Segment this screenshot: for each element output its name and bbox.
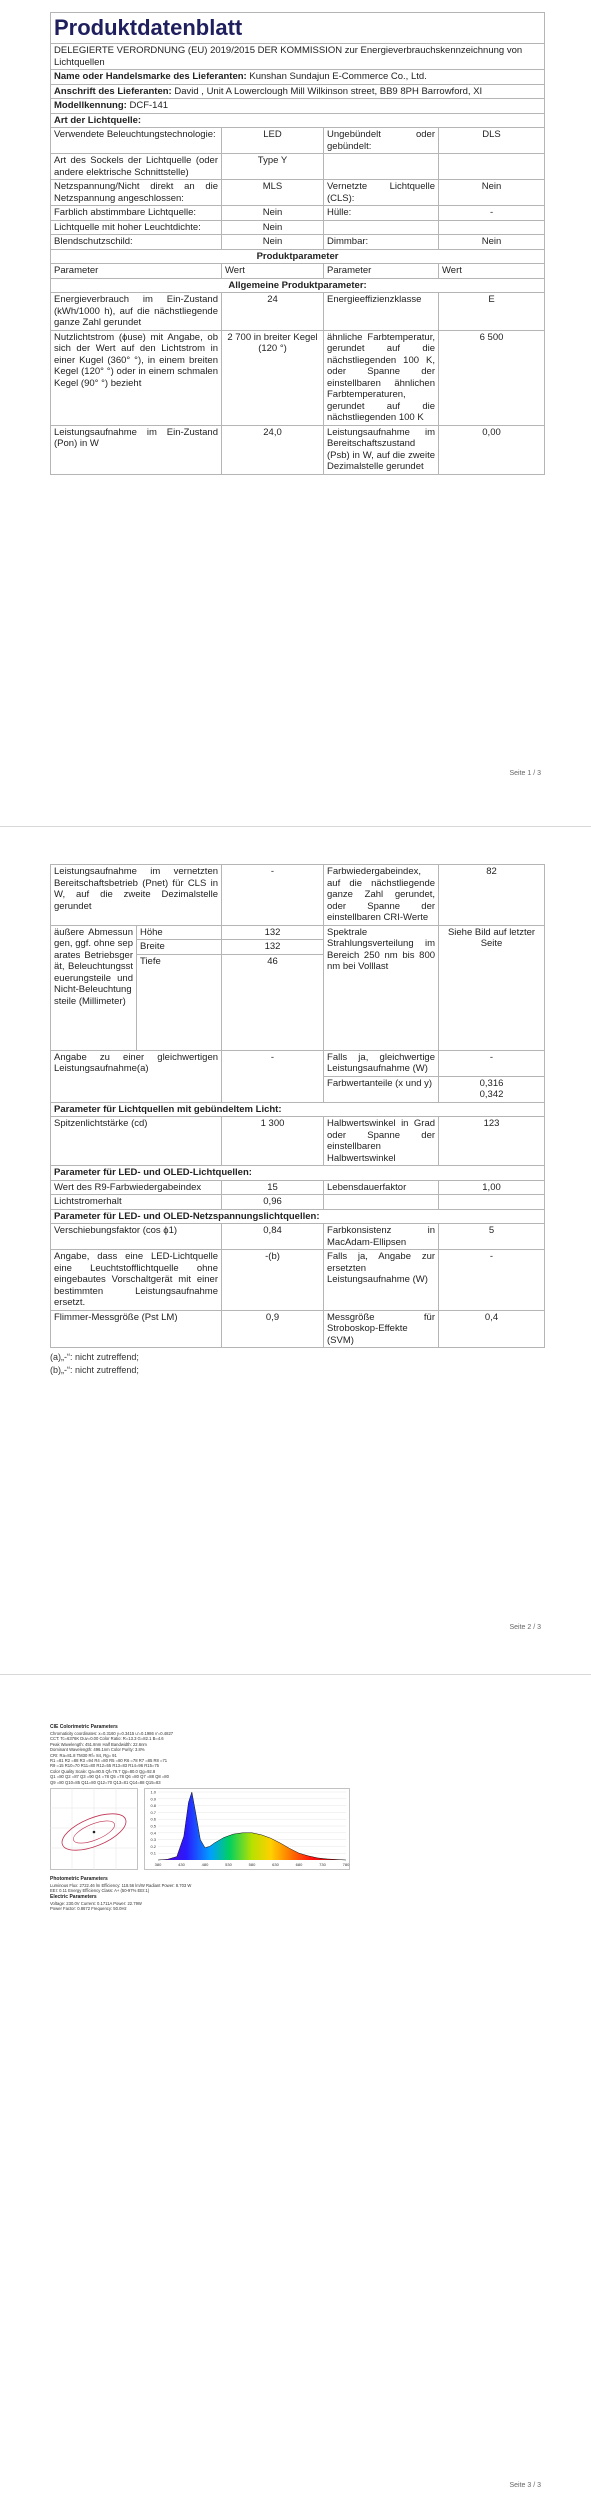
- x-tick-label: 780: [342, 1862, 350, 1868]
- datasheet-page-1: [50, 12, 544, 475]
- param-label: Leistungsaufnahme im vernetzten Bereitschaftsbetrieb (Pnet) für CLS in W, auf die zweite Dezimalstelle gerundet: [51, 865, 222, 926]
- param-label: Farblich abstimmbare Lichtquelle:: [51, 206, 222, 221]
- dimension-name: Breite: [137, 940, 222, 955]
- dimension-name: Höhe: [137, 925, 222, 940]
- x-tick-label: 530: [225, 1862, 232, 1868]
- chromaticity-y: 0,342: [479, 1089, 504, 1100]
- model-row: [51, 99, 545, 114]
- macadam-value: 5: [439, 1224, 545, 1250]
- footnote-a: (a)„-“: nicht zutreffend;: [50, 1352, 139, 1362]
- spectrum-y-ticks: [150, 1790, 156, 1856]
- table-row: [51, 1250, 545, 1311]
- retrofit-power-label: Falls ja, Angabe zur ersetzten Leistungsaufnahme (W): [324, 1250, 439, 1311]
- retrofit-power-value: -: [439, 1250, 545, 1311]
- param-label: [324, 220, 439, 235]
- dimension-value: 46: [222, 954, 324, 1050]
- ri-line: Q9 =80 Q10=85 Q11=80 Q12=70 Q13=81 Q14=88 Q15=83: [50, 1779, 161, 1785]
- photometric-line: EEI: 0.11 Energy Efficiency Class: A+ (50-97% EEI:1): [50, 1888, 150, 1894]
- param-label: Energieverbrauch im Ein-Zustand (kWh/1000 h), auf die nächstliegende ganze Zahl gerundet: [51, 293, 222, 331]
- x-tick-label: 730: [319, 1862, 326, 1868]
- charts-area: [50, 1788, 350, 1872]
- y-tick-label: 0.8: [150, 1803, 156, 1809]
- spectrum-x-ticks: [155, 1862, 350, 1867]
- page-3: [0, 1674, 591, 2510]
- cie-line: Peak Wavelength: 451.8nm Half Bandwidth: 22.6nm: [50, 1741, 147, 1747]
- table-row: [51, 154, 545, 180]
- peak-intensity-label: Spitzenlichtstärke (cd): [51, 1117, 222, 1166]
- page-number: Seite 1 / 3: [509, 770, 541, 777]
- table-row: [51, 330, 545, 425]
- electric-line: Voltage: 230.0V Current: 0.1711A Power: 22.79W: [50, 1900, 142, 1906]
- param-label: Lichtquelle mit hoher Leuchtdichte:: [51, 220, 222, 235]
- flicker-value: 0,9: [222, 1310, 324, 1348]
- model-label: Modellkennung:: [54, 100, 127, 111]
- dimension-name: Tiefe: [137, 954, 222, 1050]
- y-tick-label: 1.0: [150, 1789, 156, 1795]
- supplier-name-row: [51, 70, 545, 85]
- regulation-text: DELEGIERTE VERORDNUNG (EU) 2019/2015 DER KOMMISSION zur Energieverbrauchskennzeichnung von Lichtquellen: [51, 44, 545, 70]
- param-value: LED: [222, 128, 324, 154]
- supplier-address-label: Anschrift des Lieferanten:: [54, 85, 172, 97]
- cie-line: Chromaticity coordinates: x=0.3160 y=0.3415 u'=0.1986 v'=0.4827: [50, 1731, 174, 1736]
- chromaticity-x: 0,316: [479, 1077, 504, 1089]
- param-label: ähnliche Farbtemperatur, gerundet auf die nächstliegenden 100 K, oder Spanne der einstellbaren ähnlichen Farbtemperaturen, gerundet auf die nächstliegenden 100 K: [324, 330, 439, 425]
- table-row: [51, 220, 545, 235]
- table-row: [51, 235, 545, 250]
- datasheet-table-2: [50, 864, 545, 1348]
- electric-heading: Electric Parameters: [50, 1893, 97, 1900]
- param-value: [439, 220, 545, 235]
- empty-cell: [324, 1195, 439, 1210]
- table-row: [51, 1050, 545, 1076]
- peak-intensity-value: 1 300: [222, 1117, 324, 1166]
- power-factor-label: Verschiebungsfaktor (cos ϕ1): [51, 1224, 222, 1250]
- empty-cell: [439, 1195, 545, 1210]
- y-tick-label: 0.4: [150, 1830, 156, 1836]
- param-value: Nein: [222, 206, 324, 221]
- param-value: -: [222, 865, 324, 926]
- param-value: 2 700 in breiter Kegel (120 °): [222, 330, 324, 425]
- ri-line: R1 =81 R2 =88 R3 =94 R4 =80 R5 =80 R6 =78 R7 =85 R8 =71: [50, 1758, 168, 1764]
- lumen-maintenance-value: 0,96: [222, 1195, 324, 1210]
- param-value: -: [439, 206, 545, 221]
- power-factor-value: 0,84: [222, 1224, 324, 1250]
- y-tick-label: 0.7: [150, 1809, 156, 1815]
- param-label: Ungebündelt oder gebündelt:: [324, 128, 439, 154]
- equivalent-power-label: Angabe zu einer gleichwertigen Leistungsaufnahme(a): [51, 1050, 222, 1102]
- test-report: [50, 1724, 350, 1912]
- chromaticity-label: Farbwertanteile (x und y): [324, 1076, 439, 1102]
- stroboscopic-label: Messgröße für Stroboskop-Effekte (SVM): [324, 1310, 439, 1348]
- cie-line: Dominant Wavelength: 496.1nm Color Purity: 3.8%: [50, 1747, 145, 1753]
- product-params-heading: Produktparameter: [51, 249, 545, 264]
- param-label: [324, 154, 439, 180]
- ri-line: Q1 =80 Q2 =87 Q3 =90 Q4 =78 Q5 =78 Q6 =80 Q7 =88 Q8 =80: [50, 1774, 169, 1780]
- r9-label: Wert des R9-Farbwiedergabeindex: [51, 1180, 222, 1195]
- table-header-row: [51, 264, 545, 279]
- param-value: MLS: [222, 180, 324, 206]
- param-label: Vernetzte Lichtquelle (CLS):: [324, 180, 439, 206]
- x-tick-label: 430: [178, 1862, 185, 1868]
- directional-heading: Parameter für Lichtquellen mit gebündeltem Licht:: [51, 1102, 545, 1117]
- equivalent-power-if-yes-value: -: [439, 1050, 545, 1076]
- table-row: [51, 425, 545, 474]
- x-tick-label: 580: [248, 1862, 256, 1868]
- x-tick-label: 380: [154, 1862, 162, 1868]
- spectrum-chart: [144, 1788, 350, 1870]
- sheet-title: Produktdatenblatt: [51, 13, 545, 44]
- retrofit-value: -(b): [222, 1250, 324, 1311]
- y-tick-label: 0.2: [150, 1843, 156, 1849]
- survival-factor-label: Lebensdauerfaktor: [324, 1180, 439, 1195]
- mains-heading: Parameter für LED- und OLED-Netzspannungslichtquellen:: [51, 1209, 545, 1224]
- datasheet-table-1: [50, 12, 545, 475]
- retrofit-label: Angabe, dass eine LED-Lichtquelle eine Leuchtstofflichtquelle ohne eingebautes Vorschaltgerät mit einer bestimmten Leistungsaufnahme ersetzt.: [51, 1250, 222, 1311]
- param-label: Nutzlichtstrom (ϕuse) mit Angabe, ob sich der Wert auf den Lichtstrom in einer Kugel (360° °), in einem breiten Kegel (120° °) oder in einem schmalen Kegel (90° °) bezieht: [51, 330, 222, 425]
- dimension-value: 132: [222, 940, 324, 955]
- survival-factor-value: 1,00: [439, 1180, 545, 1195]
- beam-angle-label: Halbwertswinkel in Grad oder Spanne der einstellbaren Halbwertswinkel: [324, 1117, 439, 1166]
- table-row: [51, 1310, 545, 1348]
- page-number: Seite 2 / 3: [509, 1624, 541, 1631]
- equivalent-power-if-yes-label: Falls ja, gleichwertige Leistungsaufnahme (W): [324, 1050, 439, 1076]
- supplier-name: Kunshan Sundajun E-Commerce Co., Ltd.: [249, 71, 427, 82]
- param-value: Type Y: [222, 154, 324, 180]
- photometric-line: Luminous Flux: 2722.46 lm Efficiency: 118.56 lm/W Radiant Power: 8.703 W: [50, 1883, 192, 1889]
- param-value: 82: [439, 865, 545, 926]
- supplier-address: David , Unit A Lowerclough Mill Wilkinson street, BB9 8PH Barrowford, XI: [174, 85, 483, 97]
- param-value: Nein: [222, 220, 324, 235]
- param-label: Art des Sockels der Lichtquelle (oder andere elektrische Schnittstelle): [51, 154, 222, 180]
- param-label: Blendschutzschild:: [51, 235, 222, 250]
- y-tick-label: 0.3: [150, 1837, 156, 1843]
- led-heading: Parameter für LED- und OLED-Lichtquellen:: [51, 1166, 545, 1181]
- param-value: DLS: [439, 128, 545, 154]
- chromaticity-point: [93, 1831, 96, 1834]
- table-row: [51, 925, 545, 940]
- footnote-b: (b)„-“: nicht zutreffend;: [50, 1365, 139, 1375]
- table-row: [51, 293, 545, 331]
- ri-line: R9 =15 R10=70 R11=80 R12=55 R13=83 R14=96 R15=75: [50, 1763, 159, 1769]
- table-row: [51, 1180, 545, 1195]
- param-value: 24: [222, 293, 324, 331]
- column-header-parameter: Parameter: [324, 264, 439, 279]
- table-row: [51, 1195, 545, 1210]
- spectral-value: Siehe Bild auf letzter Seite: [439, 925, 545, 1050]
- x-tick-label: 480: [201, 1862, 209, 1868]
- macadam-label: Farbkonsistenz in MacAdam-Ellipsen: [324, 1224, 439, 1250]
- datasheet-page-2: [50, 864, 544, 1377]
- chromaticity-value: [439, 1076, 545, 1102]
- param-label: Farbwiedergabeindex, auf die nächstliegende ganze Zahl gerundet, oder Spanne der einstellbaren CRI-Werte: [324, 865, 439, 926]
- param-value: Nein: [222, 235, 324, 250]
- param-value: 0,00: [439, 425, 545, 474]
- table-row: [51, 180, 545, 206]
- param-label: Dimmbar:: [324, 235, 439, 250]
- param-value: Nein: [439, 235, 545, 250]
- param-value: 6 500: [439, 330, 545, 425]
- table-row: [51, 1117, 545, 1166]
- lumen-maintenance-label: Lichtstromerhalt: [51, 1195, 222, 1210]
- y-tick-label: 0.1: [150, 1850, 156, 1856]
- y-tick-label: 0.5: [150, 1823, 156, 1829]
- table-row: [51, 865, 545, 926]
- flicker-label: Flimmer-Messgröße (Pst LM): [51, 1310, 222, 1348]
- dimensions-label: äußere Abmessungen, ggf. ohne separates Betriebsgerät, Beleuchtungssteuerungsteile und Nicht-Beleuchtungsteile (Millimeter): [51, 925, 137, 1050]
- macadam-ellipse-diagram: [50, 1788, 138, 1870]
- stroboscopic-value: 0,4: [439, 1310, 545, 1348]
- y-tick-label: 0.6: [150, 1816, 156, 1822]
- cie-heading: CIE Colorimetric Parameters: [50, 1724, 118, 1730]
- param-label: Hülle:: [324, 206, 439, 221]
- model-id: DCF-141: [129, 100, 169, 111]
- equivalent-power-value: -: [222, 1050, 324, 1102]
- beam-angle-value: 123: [439, 1117, 545, 1166]
- param-label: Energieeffizienzklasse: [324, 293, 439, 331]
- column-header-parameter: Parameter: [51, 264, 222, 279]
- y-tick-label: 0.9: [150, 1796, 156, 1802]
- param-label: Netzspannung/Nicht direkt an die Netzspannung angeschlossen:: [51, 180, 222, 206]
- general-params-heading: Allgemeine Produktparameter:: [51, 278, 545, 293]
- r9-value: 15: [222, 1180, 324, 1195]
- param-value: 24,0: [222, 425, 324, 474]
- x-tick-label: 680: [295, 1862, 303, 1868]
- column-header-value: Wert: [222, 264, 324, 279]
- cie-line: CRI: Ra=81.8 TM30 Rf= 84, Rg= 91: [50, 1752, 117, 1758]
- page-2: [0, 826, 591, 1674]
- photometric-heading: Photometric Parameters: [50, 1876, 108, 1883]
- table-row: [51, 1224, 545, 1250]
- cie-line: CCT: Tc=6376K Duv=0.00 Color Ratio: R=13.3 G=82.1 B=4.6: [50, 1736, 164, 1742]
- x-tick-label: 630: [272, 1862, 279, 1868]
- ri-line: Color Quality Scale: Qa=80.5 Qf=79.7 Qp=80.0 Qg=92.8: [50, 1768, 156, 1774]
- dimension-value: 132: [222, 925, 324, 940]
- param-label: Leistungsaufnahme im Bereitschaftszustand (Psb) in W, auf die zweite Dezimalstelle gerundet: [324, 425, 439, 474]
- page-number: Seite 3 / 3: [509, 2482, 541, 2489]
- column-header-value: Wert: [439, 264, 545, 279]
- page-1: [0, 0, 591, 826]
- param-value: Nein: [439, 180, 545, 206]
- electric-line: Power Factor: 0.8672 Frequency: 50.0Hz: [50, 1906, 127, 1912]
- table-row: [51, 128, 545, 154]
- param-label: Verwendete Beleuchtungstechnologie:: [51, 128, 222, 154]
- param-label: Leistungsaufnahme im Ein-Zustand (Pon) in W: [51, 425, 222, 474]
- light-source-type-heading: Art der Lichtquelle:: [51, 113, 545, 128]
- spectral-label: Spektrale Strahlungsverteilung im Bereich 250 nm bis 800 nm bei Volllast: [324, 925, 439, 1050]
- supplier-name-label: Name oder Handelsmarke des Lieferanten:: [54, 71, 247, 82]
- param-value: [439, 154, 545, 180]
- param-value: E: [439, 293, 545, 331]
- supplier-address-row: [51, 84, 545, 99]
- table-row: [51, 206, 545, 221]
